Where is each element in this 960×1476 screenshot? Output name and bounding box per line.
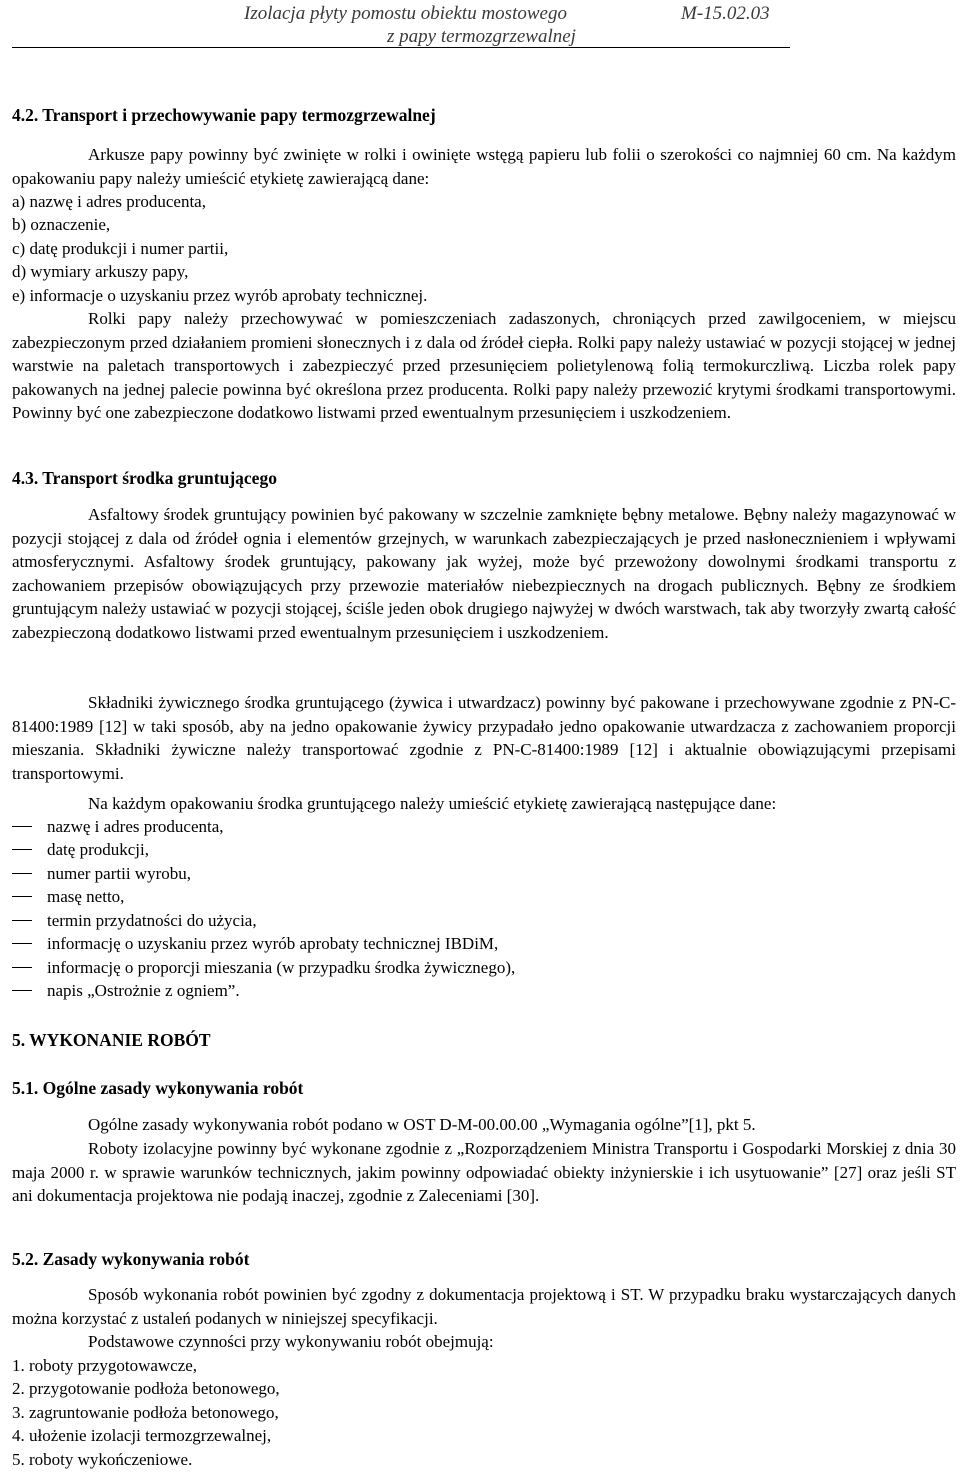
dash-bullet: [12, 873, 32, 874]
header-subtitle: z papy termozgrzewalnej: [387, 26, 576, 47]
list-item: d) wymiary arkuszy papy,: [12, 262, 189, 281]
list-item: a) nazwę i adres producenta,: [12, 192, 206, 211]
paragraph: Arkusze papy powinny być zwinięte w rolki i owinięte wstęgą papieru lub folii o szerokości co najmniej 60 cm. Na każdym opakowaniu papy należy umieścić etykietę zawierającą dane:: [12, 145, 956, 188]
header-code: M-15.02.03: [681, 3, 770, 24]
paragraph: Sposób wykonania robót powinien być zgodny z dokumentacja projektową i ST. W przypadku braku wystarczających danych można korzystać z ustaleń podanych w niniejszej specyfikacji.: [12, 1285, 956, 1328]
list-item: 5. roboty wykończeniowe.: [12, 1450, 193, 1469]
dash-bullet: [12, 967, 32, 968]
dash-bullet: [12, 826, 32, 827]
section-heading-5-2: 5.2. Zasady wykonywania robót: [12, 1249, 250, 1269]
list-item: informację o uzyskaniu przez wyrób aprobaty technicznej IBDiM,: [47, 934, 499, 953]
dash-bullet: [12, 990, 32, 991]
section-heading-5: 5. WYKONANIE ROBÓT: [12, 1030, 211, 1050]
section-heading-5-1: 5.1. Ogólne zasady wykonywania robót: [12, 1078, 304, 1098]
list-item: datę produkcji,: [47, 840, 149, 859]
paragraph: Podstawowe czynności przy wykonywaniu robót obejmują:: [88, 1332, 494, 1351]
header-title: Izolacja płyty pomostu obiektu mostowego: [244, 3, 567, 24]
dash-bullet: [12, 849, 32, 850]
list-item: numer partii wyrobu,: [47, 864, 191, 883]
dash-bullet: [12, 943, 32, 944]
list-item: masę netto,: [47, 887, 125, 906]
list-item: 1. roboty przygotowawcze,: [12, 1356, 198, 1375]
header-rule: [12, 47, 790, 48]
paragraph: Na każdym opakowaniu środka gruntującego należy umieścić etykietę zawierającą następujące dane:: [88, 794, 777, 813]
list-item: c) datę produkcji i numer partii,: [12, 239, 229, 258]
list-item: b) oznaczenie,: [12, 215, 111, 234]
list-item: informację o proporcji mieszania (w przypadku środka żywicznego),: [47, 958, 516, 977]
list-item: 2. przygotowanie podłoża betonowego,: [12, 1379, 280, 1398]
paragraph: Ogólne zasady wykonywania robót podano w OST D-M-00.00.00 „Wymagania ogólne”[1], pkt 5.: [88, 1115, 756, 1134]
paragraph: Składniki żywicznego środka gruntującego (żywica i utwardzacz) powinny być pakowane i przechowywane zgodnie z PN-C-81400:1989 [12] w taki sposób, aby na jedno opakowanie żywicy przypadało jedno opakowanie utwardzacza z zachowaniem proporcji mieszania. Składniki żywiczne należy transportować zgodnie z PN-C-81400:1989 [12] i aktualnie obowiązującymi przepisami transportowymi.: [12, 693, 956, 783]
list-item: napis „Ostrożnie z ogniem”.: [47, 981, 240, 1000]
list-item: nazwę i adres producenta,: [47, 817, 224, 836]
section-heading-4-3: 4.3. Transport środka gruntującego: [12, 468, 277, 488]
paragraph: Asfaltowy środek gruntujący powinien być pakowany w szczelnie zamknięte bębny metalowe. Bębny należy magazynować w pozycji stojącej z dala od źródeł ognia i elementów grzejnych, w warunkach zabezpieczających je przed nasłonecznieniem i wpływami atmosferycznymi. Asfaltowy środek gruntujący, pakowany jak wyżej, może być przewożony dowolnymi środkami transportu z zachowaniem przepisów obowiązujących przy przewozie materiałów niebezpiecznych na drogach publicznych. Bębny ze środkiem gruntującym należy ustawiać w pozycji stojącej, ściśle jeden obok drugiego najwyżej w dwóch warstwach, tak aby tworzyły zwartą całość zabezpieczoną dodatkowo listwami przed ewentualnym przesunięciem i uszkodzeniem.: [12, 505, 956, 642]
list-item: 4. ułożenie izolacji termozgrzewalnej,: [12, 1426, 272, 1445]
paragraph: Rolki papy należy przechowywać w pomieszczeniach zadaszonych, chroniących przed zawilgoceniem, w miejscu zabezpieczonym przed działaniem promieni słonecznych i z dala od źródeł ciepła. Rolki papy należy ustawiać w pozycji stojącej w jednej warstwie na paletach transportowych i zabezpieczyć przed przesunięciem polietylenową folią termokurczliwą. Liczba rolek papy pakowanych na jednej palecie powinna być określona przez producenta. Rolki papy należy przewozić krytymi środkami transportowymi. Powinny być one zabezpieczone dodatkowo listwami przed ewentualnym przesunięciem i uszkodzeniem.: [12, 309, 956, 422]
dash-bullet: [12, 920, 32, 921]
list-item: e) informacje o uzyskaniu przez wyrób aprobaty technicznej.: [12, 286, 428, 305]
dash-bullet: [12, 896, 32, 897]
paragraph: Roboty izolacyjne powinny być wykonane zgodnie z „Rozporządzeniem Ministra Transportu i Gospodarki Morskiej z dnia 30 maja 2000 r. w sprawie warunków technicznych, jakim powinny odpowiadać obiekty inżynierskie i ich usytuowanie” [27] oraz jeśli ST ani dokumentacja projektowa nie podają inaczej, zgodnie z Zaleceniami [30].: [12, 1139, 956, 1205]
list-item: 3. zagruntowanie podłoża betonowego,: [12, 1403, 279, 1422]
section-heading-4-2: 4.2. Transport i przechowywanie papy termozgrzewalnej: [12, 105, 436, 125]
list-item: termin przydatności do użycia,: [47, 911, 257, 930]
